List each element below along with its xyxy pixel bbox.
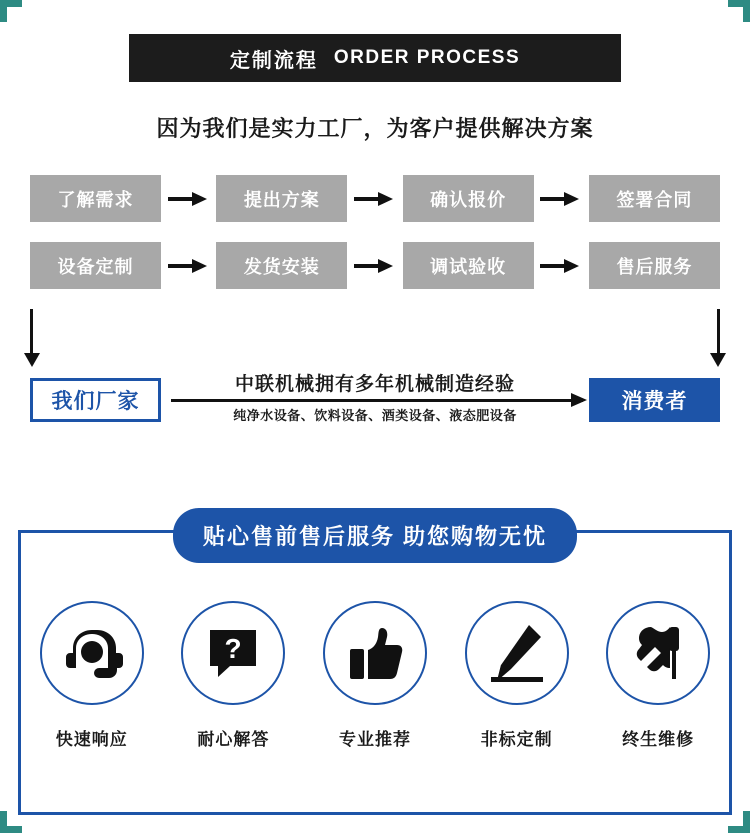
service-icon-circle <box>606 601 710 705</box>
pencil-icon <box>489 623 545 683</box>
process-step-3: 确认报价 <box>403 175 534 222</box>
arrow-right-icon <box>354 192 396 206</box>
arrow-right-icon <box>540 192 582 206</box>
service-item-label: 专业推荐 <box>338 730 411 749</box>
service-item-fast-response <box>30 601 154 750</box>
experience-headline: 中联机械拥有多年机械制造经验 <box>234 374 515 395</box>
wrench-screwdriver-icon <box>629 623 687 683</box>
process-step-2: 提出方案 <box>216 175 347 222</box>
arrow-down-icon <box>24 353 40 367</box>
service-item-professional-recommendation <box>313 601 437 750</box>
factory-label: 我们厂家 <box>30 378 161 422</box>
service-item-lifetime-maintenance <box>596 601 720 750</box>
service-item-label: 耐心解答 <box>197 730 270 749</box>
arrow-right-icon <box>354 259 396 273</box>
service-title-wrap <box>21 508 729 563</box>
thumbs-up-icon <box>346 623 404 683</box>
arrow-right-icon <box>168 192 210 206</box>
connector-line-right <box>717 309 720 355</box>
corner-edge-bottom-right-vertical <box>743 811 750 833</box>
experience-statement <box>167 371 583 429</box>
svg-text:?: ? <box>224 633 242 664</box>
service-panel <box>18 524 732 815</box>
process-step-6: 发货安装 <box>216 242 347 289</box>
service-item-custom-nonstandard <box>455 601 579 750</box>
process-step-7: 调试验收 <box>403 242 534 289</box>
corner-edge-bottom-left-vertical <box>0 811 7 833</box>
header-section <box>0 0 750 82</box>
process-flow-row-2 <box>30 242 720 289</box>
service-items-list <box>21 601 729 750</box>
service-item-label: 快速响应 <box>55 730 128 749</box>
flow-connector <box>30 309 720 371</box>
service-icon-circle <box>40 601 144 705</box>
process-step-5: 设备定制 <box>30 242 161 289</box>
process-step-8: 售后服务 <box>589 242 720 289</box>
arrow-down-icon <box>710 353 726 367</box>
corner-edge-top-left-vertical <box>0 0 7 22</box>
process-step-4: 签署合同 <box>589 175 720 222</box>
service-item-label: 非标定制 <box>480 730 553 749</box>
header-title-chinese: 定制流程 <box>229 49 318 72</box>
arrow-right-long-icon <box>171 399 583 402</box>
service-item-label: 终生维修 <box>622 730 695 749</box>
corner-edge-top-right-vertical <box>743 0 750 22</box>
service-panel-title: 贴心售前售后服务 助您购物无忧 <box>173 508 577 563</box>
process-step-1: 了解需求 <box>30 175 161 222</box>
process-flow <box>0 175 750 289</box>
product-categories: 纯净水设备、饮料设备、酒类设备、液态肥设备 <box>233 408 517 423</box>
factory-to-consumer-row <box>30 371 720 429</box>
header-banner <box>129 34 621 82</box>
service-item-patient-answers <box>171 601 295 750</box>
subtitle-text: 因为我们是实力工厂，为客户提供解决方案 <box>156 116 594 141</box>
header-title-english: ORDER PROCESS <box>333 47 521 68</box>
arrow-right-icon <box>168 259 210 273</box>
question-bubble-icon <box>204 624 262 682</box>
process-flow-row-1 <box>30 175 720 222</box>
service-icon-circle <box>323 601 427 705</box>
headset-support-icon <box>61 624 123 682</box>
arrow-right-icon <box>540 259 582 273</box>
service-icon-circle <box>181 601 285 705</box>
connector-line-left <box>30 309 33 355</box>
service-icon-circle <box>465 601 569 705</box>
consumer-label: 消费者 <box>589 378 720 422</box>
